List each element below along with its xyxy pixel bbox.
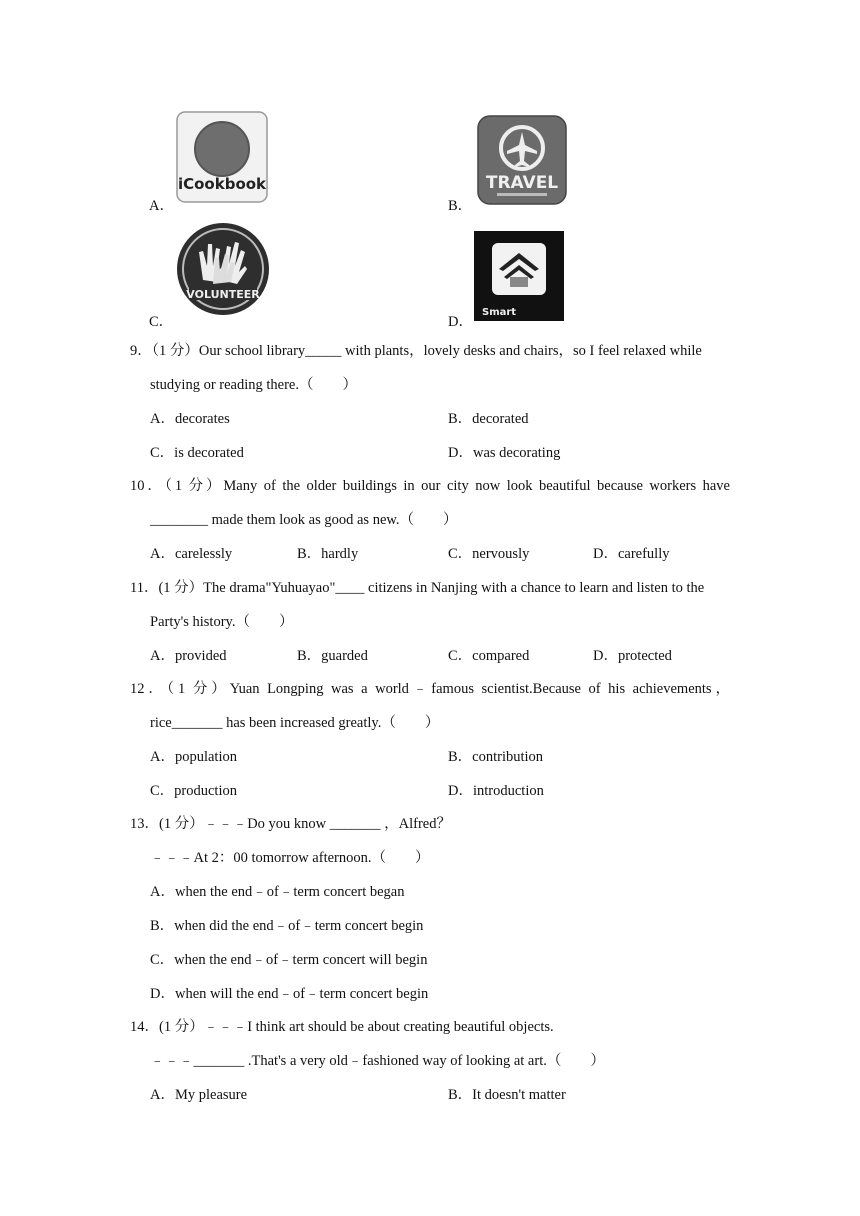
option-a[interactable]: A．population <box>150 749 237 765</box>
question-stem: 13．(1 分）﹣﹣﹣Do you know _______ ，Alfred？ <box>130 816 451 832</box>
option-d[interactable]: D．introduction <box>448 783 544 799</box>
option-c[interactable]: C．is decorated <box>150 445 244 461</box>
question-stem: 12．（1 分）Yuan Longping was a world﹣famous scientist.Because of his achievements， <box>130 681 730 697</box>
travel-logo-icon <box>477 115 567 205</box>
logo-label: Smart <box>482 307 517 318</box>
cookbook-logo-icon <box>176 111 268 203</box>
volunteer-logo-icon <box>175 222 271 316</box>
logo-label: TRAVEL <box>485 173 559 193</box>
option-b[interactable]: B．It doesn't matter <box>448 1087 566 1103</box>
option-d[interactable]: D．carefully <box>593 546 670 562</box>
question-stem: 9．（1 分）Our school library_____ with plants，lovely desks and chairs，so I feel relaxed while <box>130 343 702 359</box>
option-b[interactable]: B．contribution <box>448 749 544 765</box>
question-dialogue-reply: ﹣﹣﹣At 2：00 tomorrow afternoon.（ ） <box>150 850 430 866</box>
smart-home-logo-icon <box>474 231 564 321</box>
option-a[interactable]: A．when the end﹣of﹣term concert began <box>150 884 405 900</box>
option-d[interactable]: D．protected <box>593 648 672 664</box>
question-stem: 10．（1 分）Many of the older buildings in our city now look beautiful because workers have <box>130 478 730 494</box>
option-b[interactable]: B．decorated <box>448 411 529 427</box>
question-stem-continued: ________ made them look as good as new.（ ） <box>150 512 458 528</box>
question-stem: 14．(1 分）﹣﹣﹣I think art should be about creating beautiful objects. <box>130 1019 554 1035</box>
option-c[interactable]: C．compared <box>448 648 530 664</box>
option-letter: B． <box>448 198 473 214</box>
option-b[interactable]: B．guarded <box>297 648 368 664</box>
option-b[interactable]: B．hardly <box>297 546 359 562</box>
option-d[interactable]: D．was decorating <box>448 445 561 461</box>
logo-label: iCookbook <box>177 175 267 193</box>
logo-label: VOLUNTEER <box>186 288 260 301</box>
question-dialogue-reply: ﹣﹣﹣_______ .That's a very old﹣fashioned way of looking at art.（ ） <box>150 1053 605 1069</box>
question-stem-continued: rice_______ has been increased greatly.（ ） <box>150 715 440 731</box>
option-a[interactable]: A．My pleasure <box>150 1087 248 1103</box>
option-b[interactable]: B．when did the end﹣of﹣term concert begin <box>150 918 424 934</box>
option-a[interactable]: A．provided <box>150 648 227 664</box>
option-letter: D． <box>448 314 473 330</box>
option-letter: C． <box>149 314 174 330</box>
option-c[interactable]: C．nervously <box>448 546 530 562</box>
option-letter: A． <box>149 198 174 214</box>
question-stem: 11．(1 分）The drama"Yuhuayao"____ citizens in Nanjing with a chance to learn and listen to the <box>130 580 705 596</box>
question-stem-continued: Party's history.（ ） <box>150 614 294 630</box>
option-a[interactable]: A．carelessly <box>150 546 233 562</box>
question-stem-continued: studying or reading there.（ ） <box>150 377 357 393</box>
option-d[interactable]: D．when will the end﹣of﹣term concert begin <box>150 986 429 1002</box>
option-c[interactable]: C．production <box>150 783 237 799</box>
option-c[interactable]: C．when the end﹣of﹣term concert will begin <box>150 952 428 968</box>
option-a[interactable]: A．decorates <box>150 411 230 427</box>
